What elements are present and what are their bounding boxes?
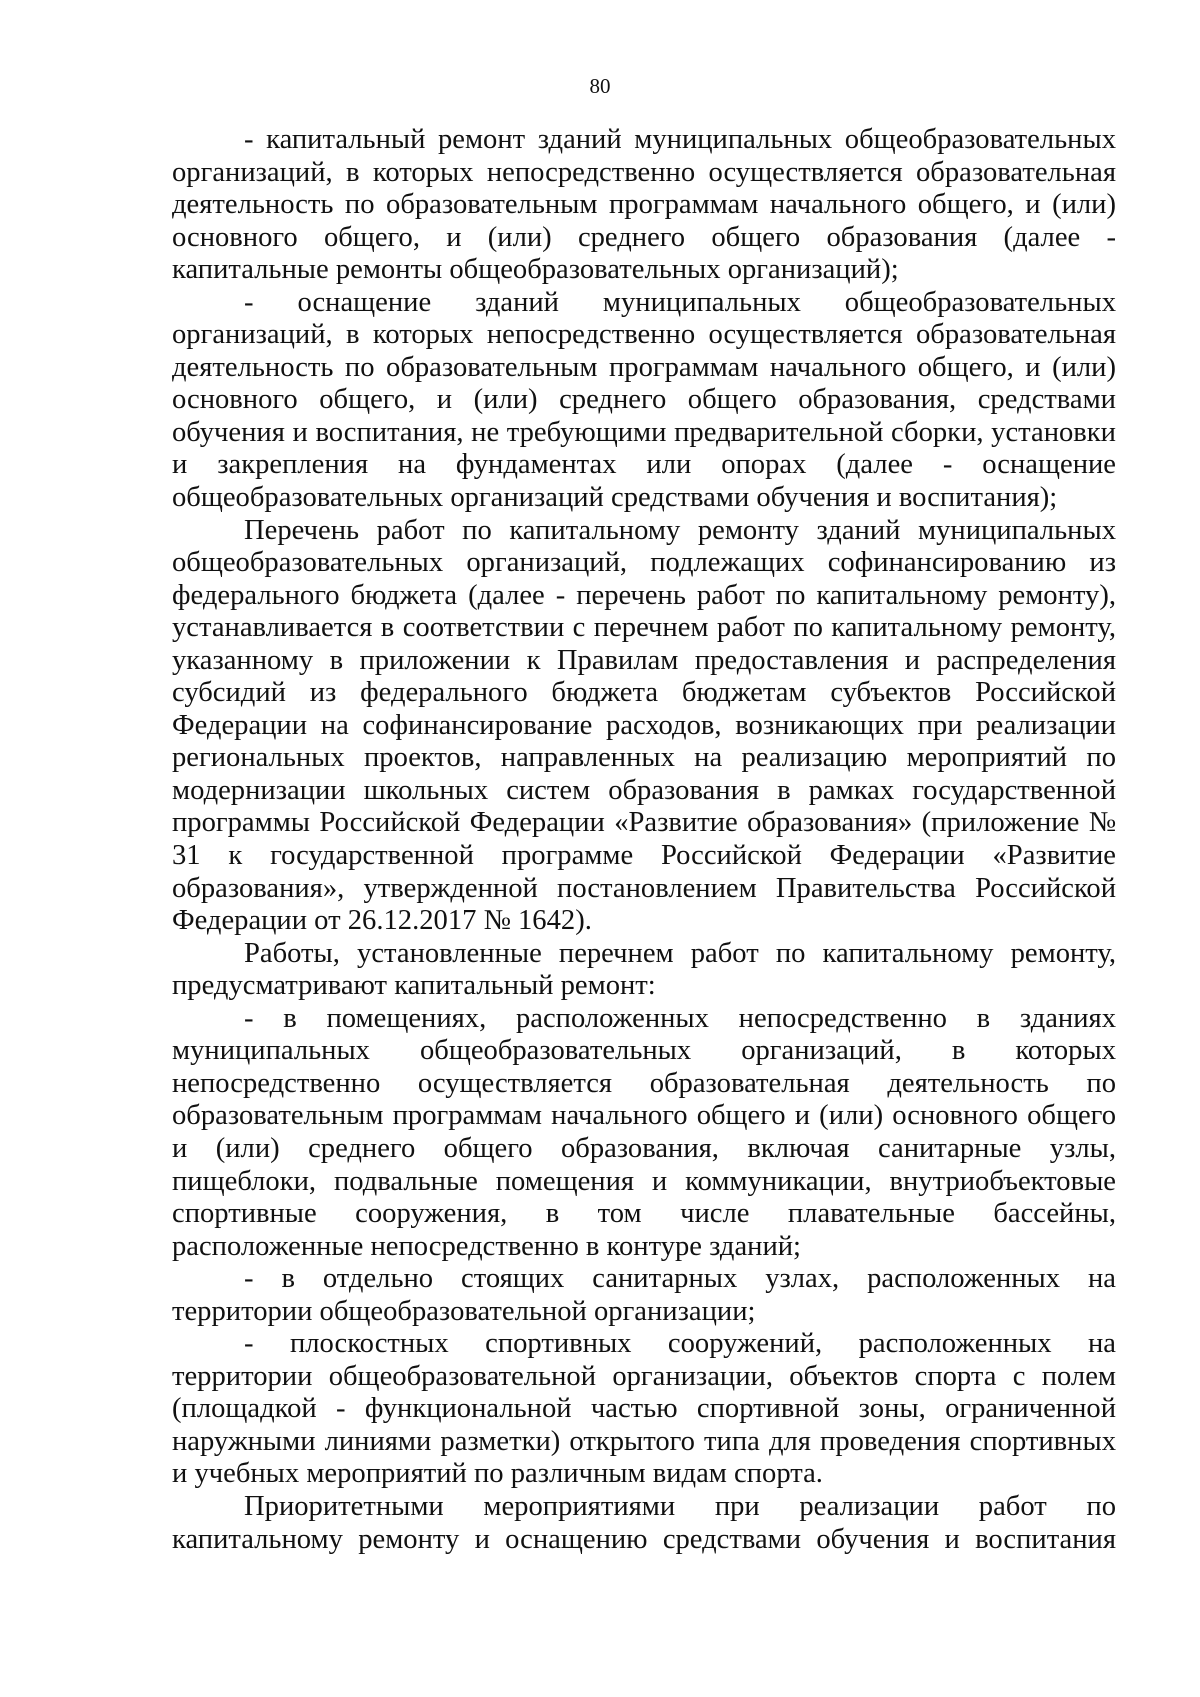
paragraph-works-provide: Работы, установленные перечнем работ по капитальному ремонту, предусматривают капитальный ремонт: (172, 937, 1116, 1002)
paragraph-priority-measures: Приоритетными мероприятиями при реализации работ по капитальному ремонту и оснащению средствами обучения и воспитания (172, 1490, 1116, 1555)
paragraph-equipment-item: - оснащение зданий муниципальных общеобразовательных организаций, в которых непосредственно осуществляется образовательная деятельность по образовательным программам начального общего, и (или) основного общего, и (или) среднего общего образования, средствами обучения и воспитания, не требующими предварительной сборки, установки и закрепления на фундаментах или опорах (далее - оснащение общеобразовательных организаций средствами обучения и воспитания); (172, 286, 1116, 514)
paragraph-repair-works-list: Перечень работ по капитальному ремонту зданий муниципальных общеобразовательных организаций, подлежащих софинансированию из федерального бюджета (далее - перечень работ по капитальному ремонту), устанавливается в соответствии с перечнем работ по капитальному ремонту, указанному в приложении к Правилам предоставления и распределения субсидий из федерального бюджета бюджетам субъектов Российской Федерации на софинансирование расходов, возникающих при реализации региональных проектов, направленных на реализацию мероприятий по модернизации школьных систем образования в рамках государственной программы Российской Федерации «Развитие образования» (приложение № 31 к государственной программе Российской Федерации «Развитие образования», утвержденной постановлением Правительства Российской Федерации от 26.12.2017 № 1642). (172, 514, 1116, 937)
paragraph-premises-item: - в помещениях, расположенных непосредственно в зданиях муниципальных общеобразовательных организаций, в которых непосредственно осуществляется образовательная деятельность по образовательным программам начального общего и (или) основного общего и (или) среднего общего образования, включая санитарные узлы, пищеблоки, подвальные помещения и коммуникации, внутриобъектовые спортивные сооружения, в том числе плавательные бассейны, расположенные непосредственно в контуре зданий; (172, 1002, 1116, 1262)
page-number: 80 (589, 74, 611, 98)
document-body (172, 124, 1116, 1556)
paragraph-sports-facilities-item: - плоскостных спортивных сооружений, расположенных на территории общеобразовательной организации, объектов спорта с полем (площадкой - функциональной частью спортивной зоны, ограниченной наружными линиями разметки) открытого типа для проведения спортивных и учебных мероприятий по различным видам спорта. (172, 1328, 1116, 1490)
paragraph-sanitary-item: - в отдельно стоящих санитарных узлах, расположенных на территории общеобразовательной организации; (172, 1263, 1116, 1327)
paragraph-capital-repair-item: - капитальный ремонт зданий муниципальных общеобразовательных организаций, в которых непосредственно осуществляется образовательная деятельность по образовательным программам начального общего, и (или) основного общего, и (или) среднего общего образования (далее - капитальные ремонты общеобразовательных организаций); (172, 124, 1116, 286)
